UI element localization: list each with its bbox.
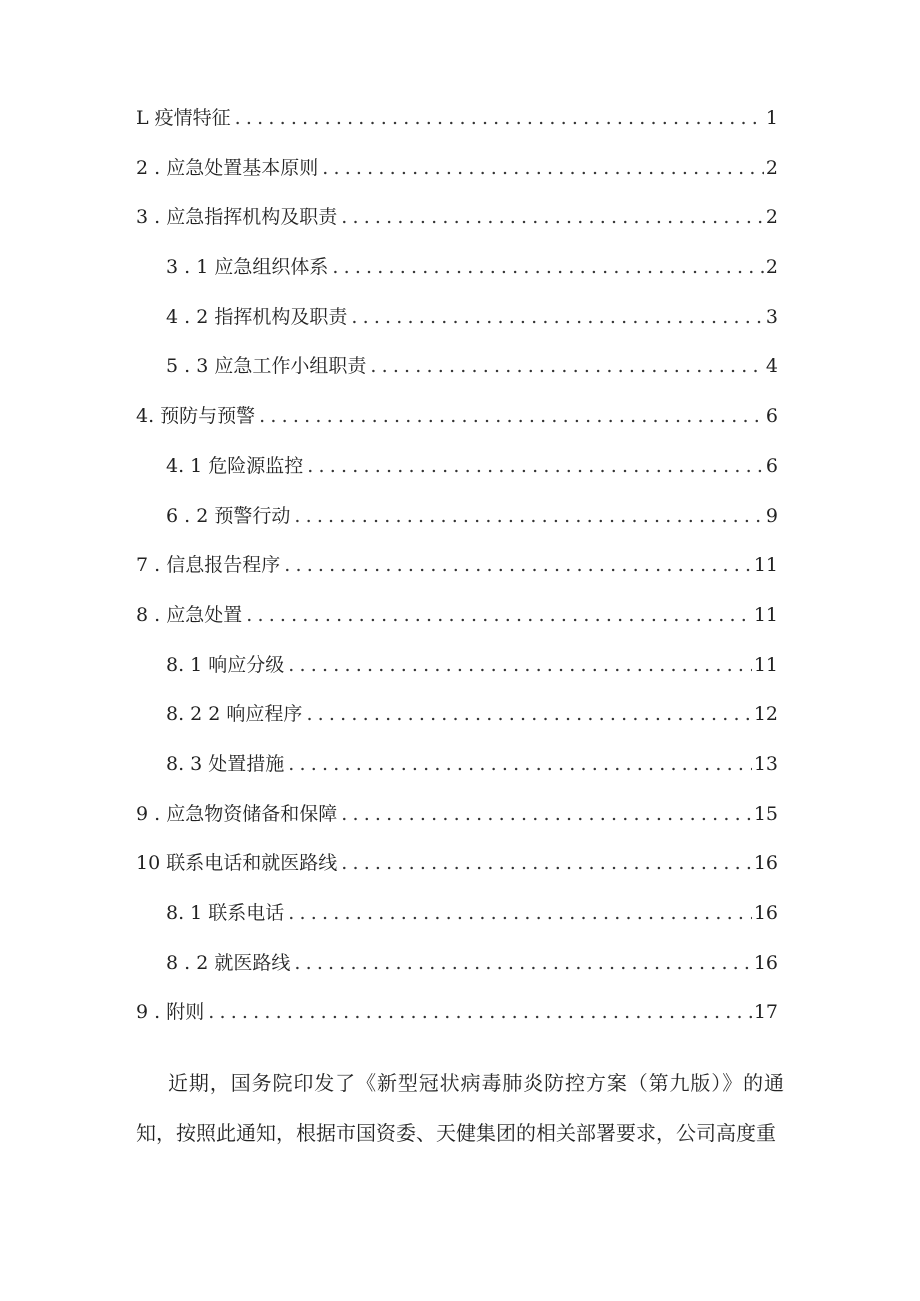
toc-entry[interactable] bbox=[136, 796, 778, 846]
toc-entry-label: 4 . 2 指挥机构及职责 bbox=[166, 305, 348, 328]
toc-entry-page-number: 15 bbox=[753, 802, 778, 825]
toc-dot-leader bbox=[284, 895, 752, 931]
toc-entry-label: 3 . 1 应急组织体系 bbox=[166, 256, 329, 279]
toc-entry-page-number: 2 bbox=[765, 156, 778, 179]
toc-entry-label: 8 . 应急处置 bbox=[136, 603, 243, 626]
toc-entry[interactable] bbox=[136, 746, 778, 796]
toc-entry-page-number: 12 bbox=[753, 703, 778, 726]
toc-entry-page-number: 2 bbox=[765, 206, 778, 229]
toc-entry-label: 8. 1 联系电话 bbox=[166, 902, 285, 924]
toc-entry[interactable] bbox=[136, 895, 778, 945]
toc-entry-page-number: 16 bbox=[753, 852, 778, 875]
body-paragraph: 近期，国务院印发了《新型冠状病毒肺炎防控方案（第九版）》的通知，按照此通知，根据市国资委、天健集团的相关部署要求，公司高度重 bbox=[136, 1071, 784, 1145]
toc-entry-label: 4. 1 危险源监控 bbox=[166, 454, 304, 477]
toc-entry-page-number: 11 bbox=[753, 554, 778, 577]
toc-entry[interactable] bbox=[136, 547, 778, 597]
toc-entry[interactable] bbox=[136, 100, 778, 150]
toc-dot-leader bbox=[290, 945, 751, 981]
toc-dot-leader bbox=[337, 199, 764, 235]
toc-entry-page-number: 13 bbox=[753, 752, 778, 775]
toc-entry[interactable] bbox=[136, 398, 778, 448]
toc-entry[interactable] bbox=[136, 348, 778, 398]
toc-entry[interactable] bbox=[136, 994, 778, 1044]
table-of-contents bbox=[136, 100, 778, 1044]
toc-dot-leader bbox=[242, 597, 752, 633]
toc-entry-page-number: 6 bbox=[765, 405, 778, 428]
toc-entry-label: 2 . 应急处置基本原则 bbox=[136, 156, 319, 179]
toc-dot-leader bbox=[255, 398, 764, 434]
toc-dot-leader bbox=[231, 100, 764, 136]
toc-entry-page-number: 2 bbox=[765, 256, 778, 279]
toc-entry-label: 7 . 信息报告程序 bbox=[136, 554, 281, 577]
toc-entry-page-number: 17 bbox=[753, 1001, 778, 1024]
toc-entry[interactable] bbox=[136, 199, 778, 249]
toc-dot-leader bbox=[337, 796, 752, 832]
toc-entry-label: 9 . 附则 bbox=[136, 1001, 205, 1024]
toc-dot-leader bbox=[302, 696, 751, 732]
toc-dot-leader bbox=[347, 299, 764, 335]
toc-entry-label: 8. 3 处置措施 bbox=[166, 752, 285, 775]
toc-dot-leader bbox=[280, 547, 752, 583]
toc-entry-page-number: 16 bbox=[753, 902, 778, 924]
toc-entry-page-number: 3 bbox=[765, 305, 778, 328]
toc-entry-page-number: 11 bbox=[753, 603, 778, 626]
toc-entry[interactable] bbox=[136, 299, 778, 349]
toc-dot-leader bbox=[337, 845, 752, 881]
toc-entry-page-number: 9 bbox=[765, 504, 778, 527]
toc-entry-label: 3 . 应急指挥机构及职责 bbox=[136, 206, 338, 229]
toc-entry-label: 8. 1 响应分级 bbox=[166, 653, 285, 676]
toc-entry-label: 4. 预防与预警 bbox=[136, 405, 256, 428]
toc-entry-page-number: 4 bbox=[765, 355, 778, 378]
toc-entry-page-number: 1 bbox=[765, 107, 778, 129]
toc-dot-leader bbox=[328, 249, 764, 285]
toc-entry[interactable] bbox=[136, 249, 778, 299]
toc-entry-page-number: 11 bbox=[753, 653, 778, 676]
toc-dot-leader bbox=[290, 498, 764, 534]
toc-entry[interactable] bbox=[136, 647, 778, 697]
toc-entry-page-number: 16 bbox=[753, 951, 778, 974]
toc-entry-label: 5 . 3 应急工作小组职责 bbox=[166, 355, 367, 378]
toc-entry-label: L 疫情特征 bbox=[136, 107, 231, 129]
toc-dot-leader bbox=[366, 348, 764, 384]
toc-dot-leader bbox=[303, 448, 764, 484]
toc-dot-leader bbox=[284, 647, 752, 683]
toc-dot-leader bbox=[284, 746, 752, 782]
toc-entry[interactable] bbox=[136, 845, 778, 895]
toc-entry[interactable] bbox=[136, 150, 778, 200]
toc-entry-label: 10 联系电话和就医路线 bbox=[136, 852, 338, 875]
toc-entry-label: 8. 2 2 响应程序 bbox=[166, 703, 303, 726]
toc-entry-label: 6 . 2 预警行动 bbox=[166, 504, 291, 527]
toc-entry[interactable] bbox=[136, 945, 778, 995]
toc-dot-leader bbox=[318, 150, 764, 186]
toc-entry-label: 8 . 2 就医路线 bbox=[166, 951, 291, 974]
toc-entry-page-number: 6 bbox=[765, 454, 778, 477]
toc-entry[interactable] bbox=[136, 696, 778, 746]
toc-dot-leader bbox=[204, 994, 752, 1030]
toc-entry[interactable] bbox=[136, 498, 778, 548]
toc-entry[interactable] bbox=[136, 597, 778, 647]
toc-entry-label: 9 . 应急物资储备和保障 bbox=[136, 802, 338, 825]
toc-entry[interactable] bbox=[136, 448, 778, 498]
